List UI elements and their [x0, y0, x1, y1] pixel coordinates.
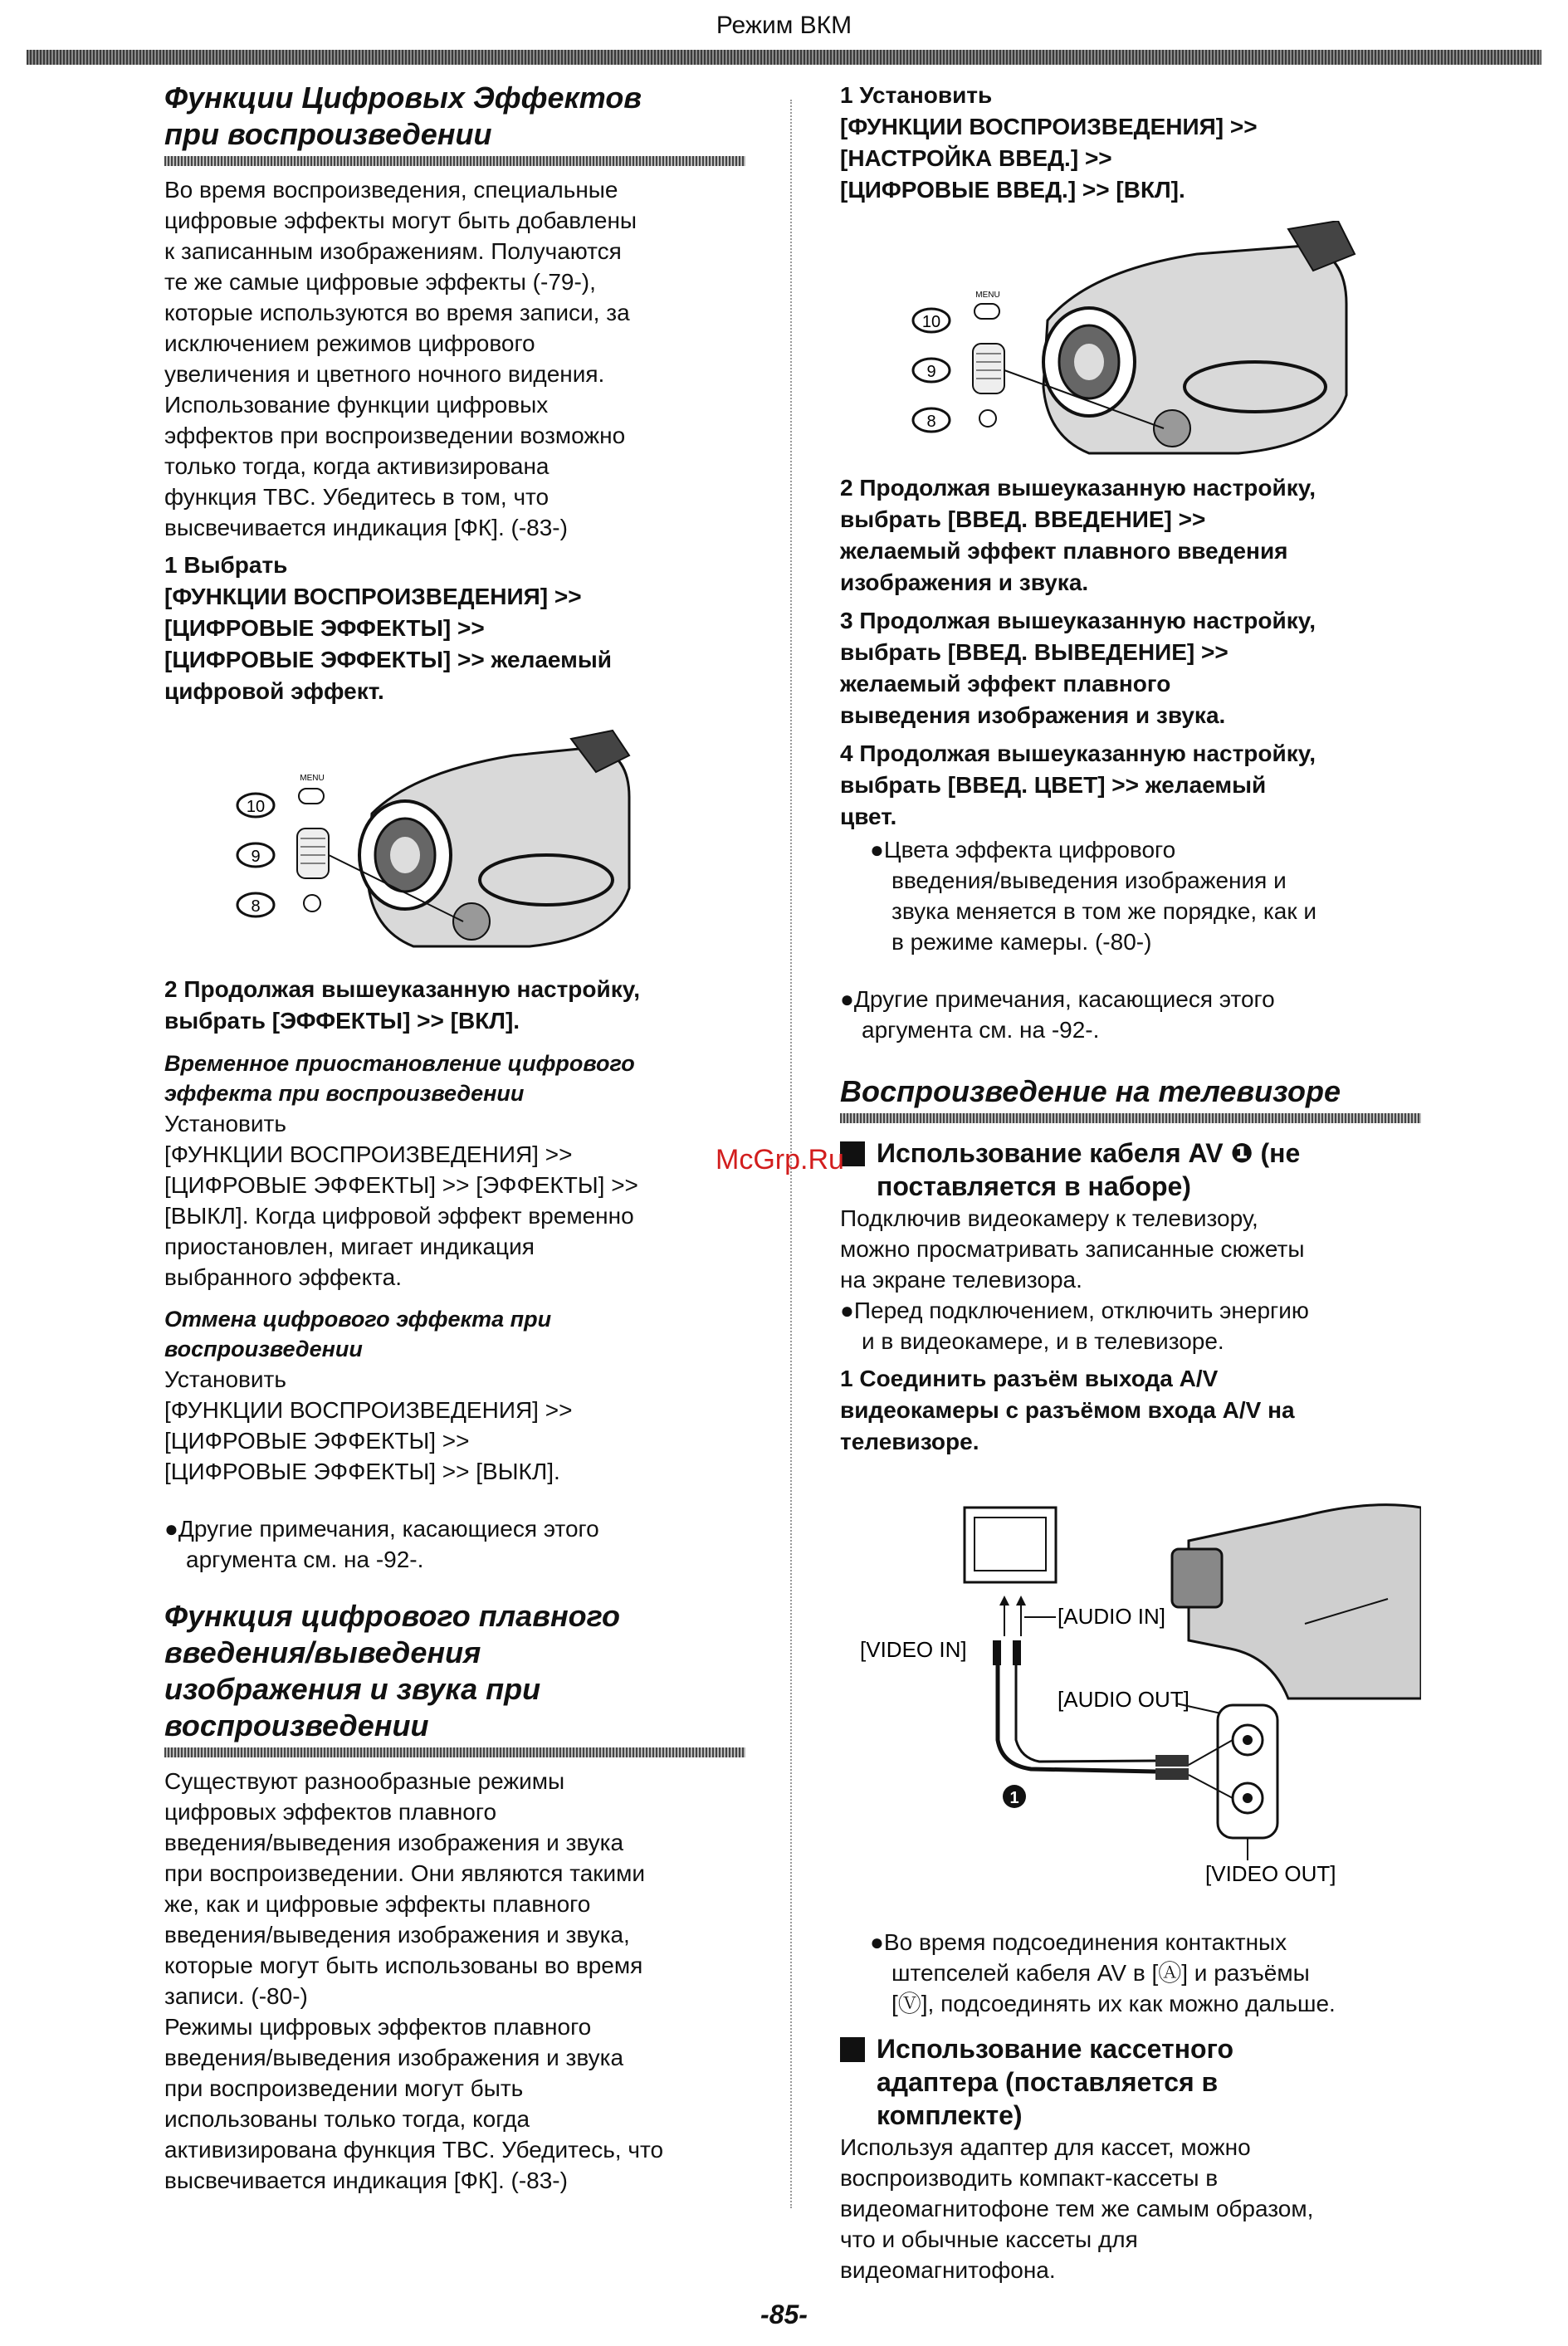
bullet-line: введения/выведения изображения и	[891, 868, 1287, 893]
title-line: изображения и звука при	[164, 1672, 541, 1706]
text-line: [ФУНКЦИИ ВОСПРОИЗВЕДЕНИЯ] >>	[164, 1397, 573, 1423]
av-bullet	[840, 1295, 1421, 1356]
section-underline	[164, 156, 745, 166]
step-line: [ЦИФРОВЫЕ ВВЕД.] >> [ВКЛ].	[840, 177, 1185, 203]
text-line: использованы только тогда, когда	[164, 2106, 530, 2132]
step-line: выбрать [ВВЕД. ВЫВЕДЕНИЕ] >>	[840, 639, 1229, 665]
text-line: видеомагнитофоне тем же самым образом,	[840, 2196, 1314, 2221]
av-step-1	[840, 1363, 1421, 1458]
bullet-line: ●Другие примечания, касающиеся этого	[840, 986, 1275, 1012]
text-line: к записанным изображениям. Получаются	[164, 238, 622, 264]
text-line: исключением режимов цифрового	[164, 330, 535, 356]
title-line: Функции Цифровых Эффектов	[164, 81, 642, 115]
title-line: Отмена цифрового эффекта при	[164, 1307, 552, 1332]
camcorder-icon	[164, 722, 662, 963]
text-line: Установить	[164, 1111, 286, 1136]
bullet-line: аргумента см. на -92-.	[186, 1547, 424, 1572]
bullet-line: аргумента см. на -92-.	[862, 1017, 1100, 1043]
title-line: введения/выведения	[164, 1635, 481, 1669]
step-line: цвет.	[840, 804, 897, 829]
title-line: Временное приостановление цифрового	[164, 1051, 635, 1076]
title-line: Использование кассетного	[877, 2034, 1234, 2064]
text-line: высвечивается индикация [ФК]. (-83-)	[164, 2168, 568, 2193]
text-line: на экране телевизора.	[840, 1267, 1082, 1293]
video-out-label: [VIDEO OUT]	[1205, 1861, 1336, 1886]
text-line: Подключив видеокамеру к телевизору,	[840, 1205, 1258, 1231]
label-9: 9	[926, 363, 936, 381]
text-line: же, как и цифровые эффекты плавного	[164, 1891, 591, 1917]
step-line: [ФУНКЦИИ ВОСПРОИЗВЕДЕНИЯ] >>	[840, 114, 1258, 139]
bullet-line: ●Перед подключением, отключить энергию	[840, 1298, 1309, 1323]
text-line: видеомагнитофона.	[840, 2257, 1056, 2283]
step-line: 2 Продолжая вышеуказанную настройку,	[164, 976, 640, 1002]
text-line: Использование функции цифровых	[164, 392, 549, 418]
pause-body	[164, 1108, 745, 1293]
text-line: [ФУНКЦИИ ВОСПРОИЗВЕДЕНИЯ] >>	[164, 1141, 573, 1167]
text-line: Во время воспроизведения, специальные	[164, 177, 618, 203]
bullet-line: [Ⓥ], подсоединять их как можно дальше.	[891, 1991, 1336, 2016]
cancel-body	[164, 1364, 745, 1487]
video-in-label: [VIDEO IN]	[860, 1637, 967, 1662]
title-line: Функция цифрового плавного	[164, 1599, 620, 1633]
text-line: Используя адаптер для кассет, можно	[840, 2134, 1251, 2160]
step-line: желаемый эффект плавного введения	[840, 538, 1288, 564]
av-body	[840, 1203, 1421, 1295]
step-line: [ЦИФРОВЫЕ ЭФФЕКТЫ] >> желаемый	[164, 647, 612, 672]
step-line: видеокамеры с разъёмом входа A/V на	[840, 1397, 1295, 1423]
square-bullet-icon	[840, 2037, 865, 2062]
camcorder-figure-right	[840, 221, 1421, 466]
watermark-text: McGrp.Ru	[716, 1144, 844, 1175]
step-4-right	[840, 738, 1421, 833]
text-line: [ЦИФРОВЫЕ ЭФФЕКТЫ] >>	[164, 1428, 470, 1454]
text-line: что и обычные кассеты для	[840, 2226, 1138, 2252]
header-bar	[27, 50, 1541, 65]
cancel-subtitle	[164, 1304, 745, 1364]
step-line: [НАСТРОЙКА ВВЕД.] >>	[840, 145, 1112, 171]
step-line: 2 Продолжая вышеуказанную настройку,	[840, 475, 1316, 501]
section-title-digital-effects	[164, 80, 745, 153]
text-line: Режимы цифровых эффектов плавного	[164, 2014, 592, 2040]
page-header-title: Режим ВКМ	[716, 12, 852, 39]
bullet-line: ●Другие примечания, касающиеся этого	[164, 1516, 599, 1542]
section-underline	[840, 1113, 1421, 1123]
text-line: при воспроизведении могут быть	[164, 2075, 524, 2101]
step-3-right	[840, 605, 1421, 731]
label-menu: MENU	[975, 291, 1000, 300]
text-line: [ВЫКЛ]. Когда цифровой эффект временно	[164, 1203, 634, 1229]
title-line: комплекте)	[877, 2100, 1023, 2130]
step-line: цифровой эффект.	[164, 678, 384, 704]
bullet-line: ●Во время подсоединения контактных	[870, 1929, 1287, 1955]
text-line: цифровых эффектов плавного	[164, 1799, 497, 1825]
tv-connection-diagram	[840, 1491, 1421, 1927]
text-line: выбранного эффекта.	[164, 1264, 402, 1290]
step-line: 3 Продолжая вышеуказанную настройку,	[840, 608, 1316, 633]
right-column	[840, 80, 1421, 2285]
pause-subtitle	[164, 1048, 745, 1108]
text-line: [ЦИФРОВЫЕ ЭФФЕКТЫ] >> [ВЫКЛ].	[164, 1459, 560, 1484]
label-menu: MENU	[300, 774, 325, 783]
bullet-line: и в видеокамере, и в телевизоре.	[862, 1328, 1224, 1354]
left-column	[164, 80, 745, 2196]
text-line: воспроизводить компакт-кассеты в	[840, 2165, 1219, 2191]
connection-diagram	[840, 1491, 1421, 1923]
label-8: 8	[251, 897, 261, 916]
note-left	[164, 1513, 745, 1575]
title-line: поставляется в наборе)	[877, 1171, 1191, 1201]
step-line: 1 Выбрать	[164, 552, 288, 578]
title-line: адаптера (поставляется в	[877, 2067, 1219, 2097]
title-line: воспроизведении	[164, 1337, 363, 1361]
title-line: эффекта при воспроизведении	[164, 1081, 525, 1106]
marker-1-label: 1	[1009, 1789, 1019, 1807]
page-number: -85-	[760, 2300, 808, 2329]
text-line: Установить	[164, 1366, 286, 1392]
text-line: активизирована функция TBC. Убедитесь, что	[164, 2137, 664, 2163]
step-4-bullet	[840, 834, 1421, 957]
cassette-body	[840, 2132, 1421, 2285]
label-8: 8	[926, 413, 936, 431]
label-10: 10	[921, 313, 941, 331]
title-line: при воспроизведении	[164, 117, 492, 151]
title-line: воспроизведении	[164, 1708, 429, 1742]
s1-body	[164, 174, 745, 543]
step-line: 1 Соединить разъём выхода A/V	[840, 1366, 1219, 1391]
step-line: 1 Установить	[840, 82, 993, 108]
camcorder-icon	[1189, 1505, 1421, 1698]
step-line: телевизоре.	[840, 1429, 979, 1454]
text-line: при воспроизведении. Они являются такими	[164, 1860, 646, 1886]
text-line: увеличения и цветного ночного видения.	[164, 361, 605, 387]
text-line: Существуют разнообразные режимы	[164, 1768, 565, 1794]
text-line: цифровые эффекты могут быть добавлены	[164, 208, 637, 233]
text-line: [ЦИФРОВЫЕ ЭФФЕКТЫ] >> [ЭФФЕКТЫ] >>	[164, 1172, 638, 1198]
text-line: которые могут быть использованы во время	[164, 1953, 643, 1978]
step-line: [ЦИФРОВЫЕ ЭФФЕКТЫ] >>	[164, 615, 485, 641]
camcorder-figure-left	[164, 722, 745, 967]
section-title-fade	[164, 1598, 745, 1744]
text-line: введения/выведения изображения и звука,	[164, 1922, 630, 1948]
s2-body	[164, 1766, 745, 2196]
section-underline	[164, 1747, 745, 1757]
audio-in-label: [AUDIO IN]	[1058, 1604, 1166, 1629]
cassette-adapter-heading	[840, 2032, 1421, 2132]
step-1-right	[840, 80, 1421, 206]
camcorder-icon	[840, 221, 1388, 462]
text-line: приостановлен, мигает индикация	[164, 1234, 535, 1259]
text-line: функция TBC. Убедитесь в том, что	[164, 484, 550, 510]
text-line: введения/выведения изображения и звука	[164, 1830, 624, 1855]
step-line: изображения и звука.	[840, 569, 1089, 595]
av-cable-heading	[840, 1136, 1421, 1203]
label-10: 10	[246, 798, 266, 816]
bullet-line: звука меняется в том же порядке, как и	[891, 898, 1316, 924]
text-line: только тогда, когда активизирована	[164, 453, 550, 479]
text-line: которые используются во время записи, за	[164, 300, 630, 325]
note-right	[840, 984, 1421, 1045]
step-line: выбрать [ЭФФЕКТЫ] >> [ВКЛ].	[164, 1008, 520, 1034]
av-note	[840, 1927, 1421, 2019]
text-line: высвечивается индикация [ФК]. (-83-)	[164, 515, 568, 540]
step-line: 4 Продолжая вышеуказанную настройку,	[840, 740, 1316, 766]
step-1-left	[164, 550, 745, 707]
step-2-left	[164, 974, 745, 1037]
step-line: выбрать [ВВЕД. ЦВЕТ] >> желаемый	[840, 772, 1267, 798]
bullet-line: штепселей кабеля AV в [Ⓐ] и разъёмы	[891, 1960, 1310, 1986]
title-line: Использование кабеля AV ❶ (не	[877, 1138, 1301, 1168]
text-line: те же самые цифровые эффекты (-79-),	[164, 269, 596, 295]
label-9: 9	[251, 848, 261, 866]
step-line: выбрать [ВВЕД. ВВЕДЕНИЕ] >>	[840, 506, 1206, 532]
step-2-right	[840, 472, 1421, 599]
audio-out-label: [AUDIO OUT]	[1058, 1687, 1189, 1712]
bullet-line: в режиме камеры. (-80-)	[891, 929, 1152, 955]
step-line: [ФУНКЦИИ ВОСПРОИЗВЕДЕНИЯ] >>	[164, 584, 582, 609]
section-title-tv: Воспроизведение на телевизоре	[840, 1074, 1341, 1108]
step-line: желаемый эффект плавного	[840, 671, 1171, 696]
text-line: введения/выведения изображения и звука	[164, 2045, 624, 2070]
text-line: записи. (-80-)	[164, 1983, 308, 2009]
text-line: можно просматривать записанные сюжеты	[840, 1236, 1305, 1262]
step-line: выведения изображения и звука.	[840, 702, 1226, 728]
text-line: эффектов при воспроизведении возможно	[164, 423, 626, 448]
bullet-line: ●Цвета эффекта цифрового	[870, 837, 1176, 863]
